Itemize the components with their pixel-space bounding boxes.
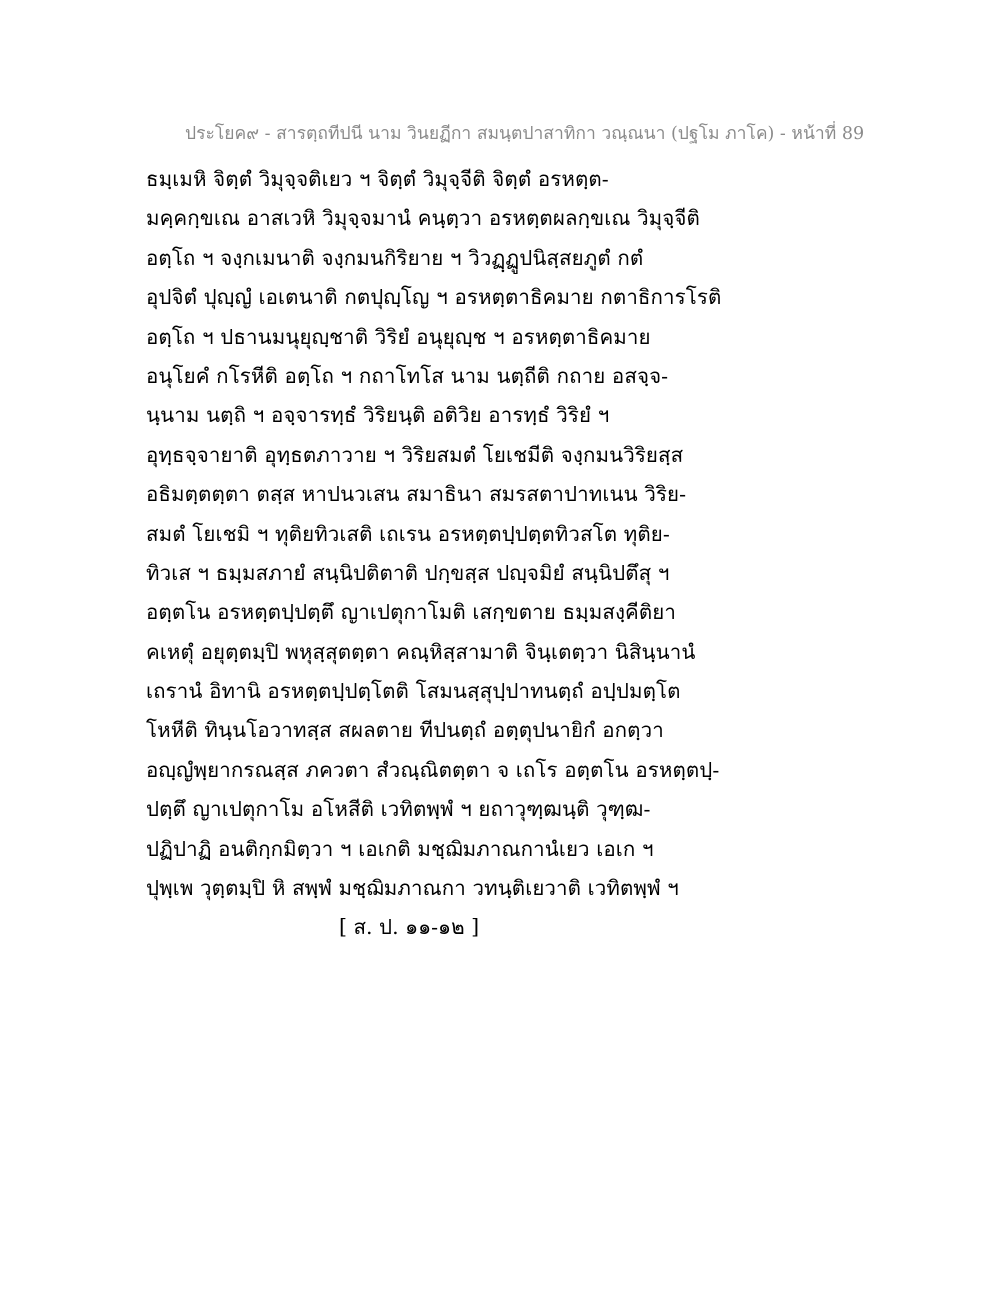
running-header: ประโยค๙ - สารตฺถทีปนี นาม วินยฏีกา สมนฺตปาสาทิกา วณฺณนา (ปฐโม ภาโค) - หน้าที่ 89 (185, 124, 865, 144)
text-line: สมตํ โยเชมิ ฯ ทุติยทิวเสติ เถเรน อรหตฺตปฺปตฺตทิวสโต ทุติย- (146, 521, 670, 546)
text-line: อตฺตโน อรหตฺตปฺปตฺตึ ญาเปตุกาโมติ เสกฺขตาย ธมฺมสงฺคีติยา (146, 600, 677, 625)
text-line: ปตฺตึ ญาเปตุกาโม อโหสีติ เวทิตพฺพํ ฯ ยถาวุฑฺฒนฺติ วุฑฺฒ- (146, 797, 651, 822)
text-line: ทิวเส ฯ ธมฺมสภายํ สนฺนิปติตาติ ปกฺขสฺส ปญฺจมิยํ สนฺนิปตึสุ ฯ (146, 560, 670, 585)
text-line: อุทฺธจฺจายาติ อุทฺธตภาวาย ฯ วิริยสมตํ โยเชมีติ จงฺกมนวิริยสฺส (146, 442, 684, 467)
source-reference: [ ส. ป. ๑๑-๑๒ ] (339, 915, 480, 939)
text-line: ธมฺเมหิ จิตฺตํ วิมุจฺจติเยว ฯ จิตฺตํ วิมุจฺจีติ จิตฺตํ อรหตฺต- (146, 167, 609, 191)
text-line: ปฏิปาฏิ อนติกฺกมิตฺวา ฯ เอเกติ มชฺฌิมภาณกานํเยว เอเก ฯ (146, 836, 654, 861)
body-text (146, 160, 846, 908)
text-line: อนุโยคํ กโรหีติ อตฺโถ ฯ กถาโทโส นาม นตฺถีติ กถาย อสจฺจ- (146, 363, 669, 388)
text-line: ปุพฺเพ วุตฺตมฺปิ หิ สพฺพํ มชฺฌิมภาณกา วทนฺติเยวาติ เวทิตพฺพํ ฯ (146, 876, 679, 901)
text-line: อุปจิตํ ปุญฺญํ เอเตนาติ กตปุญฺโญ ฯ อรหตฺตาธิคมาย กตาธิการโรติ (146, 285, 722, 310)
text-line: อธิมตฺตตฺตา ตสฺส หาปนวเสน สมาธินา สมรสตาปาทเนน วิริย- (146, 482, 687, 507)
text-line: นฺนาม นตฺถิ ฯ อจฺจารทฺธํ วิริยนฺติ อติวิย อารทฺธํ วิริยํ ฯ (146, 403, 610, 428)
text-line: อญฺญํพฺยากรณสฺส ภควตา สํวณฺณิตตฺตา จ เถโร อตฺตโน อรหตฺตปฺ- (146, 757, 720, 782)
text-line: เถรานํ อิทานิ อรหตฺตปฺปตฺโตติ โสมนสฺสุปฺปาทนตฺถํ อปฺปมตฺโต (146, 679, 681, 704)
text-line: โหหีติ ทินฺนโอวาทสฺส สผลตาย ทีปนตฺถํ อตฺตุปนายิกํ อกตฺวา (146, 718, 664, 743)
text-line: อตฺโถ ฯ จงฺกเมนาติ จงฺกมนกิริยาย ฯ วิวฏฺฏูปนิสฺสยภูตํ กตํ (146, 245, 644, 270)
text-line: อตฺโถ ฯ ปธานมนุยุญฺชาติ วิริยํ อนุยุญฺช ฯ อรหตฺตาธิคมาย (146, 324, 651, 349)
text-line: มคฺคกฺขเณ อาสเวหิ วิมุจฺจมานํ คนฺตฺวา อรหตฺตผลกฺขเณ วิมุจฺจีติ (146, 206, 700, 231)
text-line: คเหตุํ อยุตฺตมฺปิ พหุสฺสุตตฺตา คณฺหิสฺสามาติ จินฺเตตฺวา นิสินฺนานํ (146, 639, 696, 664)
